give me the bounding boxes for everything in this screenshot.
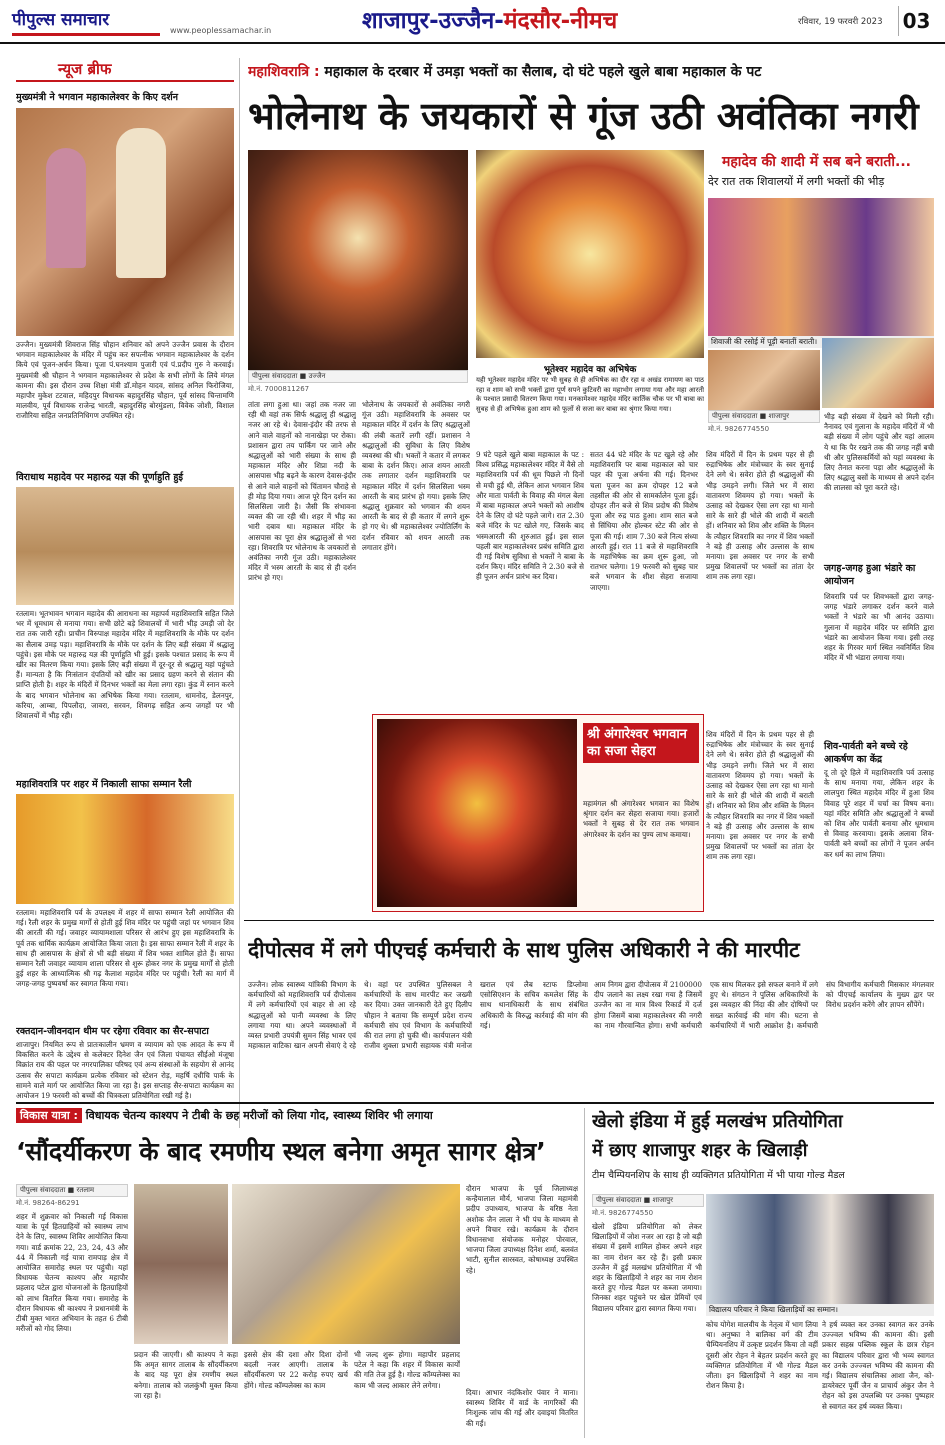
lead-kicker [248, 62, 934, 84]
vikas-body-3: दिया। आभार नंदकिशोर पंवार ने माना। स्वास्थ्य शिविर में वार्ड के नागरिकों की निःशुल्क जांच की गई और दवाइयां वितरित की गईं। [466, 1388, 578, 1428]
dipotsav-body: उज्जैन। लोक स्वास्थ्य यांत्रिकी विभाग के कर्मचारियों को महाशिवरात्रि पर्व दीपोत्सव में लगे कर्मचारियों एवं बाहर से आ रहे श्रद्धालुओं को पानी व्यवस्था के लिए लगाया गया था। अपने व्यवस्थाओं में व्यस्त प्रभारी उपयंत्री सुमन सिंह भावर एवं महाकाल वाटिका खान अपनी सेवाएं दे रहे थे। वहां पर उपस्थित पुलिसबल ने कर्मचारियों के साथ मारपीट कर जख्मी कर दिया। उक्त जानकारी देते हुए दिलीप चौहान ने बताया कि सम्पूर्ण प्रदेश राज्य कर्मचारी संघ एवं विभाग के कर्मचारियों की रात लगा हो चुकी थी। कार्यपालन यंत्री राजीव शुक्ला प्रभारी सहायक यंत्री मनोज खराल एवं लैब स्टाफ डिप्लोमा एसोसिएशन के सचिव कमलेश सिंह के साथ थानाधिकारी के साथ संबंधित अधिकारी के विरुद्ध कार्रवाई की मांग की गई। [248, 980, 588, 1051]
lead-headline[interactable]: भोलेनाथ के जयकारों से गूंज उठी अवंतिका नगरी [248, 94, 919, 138]
news-brief-tag [16, 58, 234, 82]
lead-col-5: शिव मंदिरों में दिन के प्रथम पहर से ही रुद्राभिषेक और मंत्रोच्चार के स्वर सुनाई देने लगे थे। सवेरा होते ही श्रद्धालुओं की भीड़ उमड़ने लगी। जिले भर में सारा वातावरण शिवमय हो गया। भक्तों के उत्साह को देखकर ऐसा लग रहा था मानो सारे के सारे ही भोले की शादी में बराती हों। शनिवार को शिव और शक्ति के मिलन के त्यौहार शिवरात्रि का नगर में शिव भक्तों ने बड़े ही उत्साह और उल्लास के साथ मनाया। इस अवसर पर नगर के सभी प्रमुख शिवालयों पर भक्तों का तांता देर शाम तक लगा रहा। [706, 450, 814, 582]
vikas-kicker-label: विकास यात्रा : [16, 1108, 82, 1123]
vikas-credit [16, 1184, 128, 1208]
right-sub-1[interactable]: जगह-जगह हुआ भंडारे का आयोजन [824, 563, 916, 587]
vikas-headline[interactable]: ‘सौंदर्यीकरण के बाद रमणीय स्थल बनेगा अमृत सागर क्षेत्र’ [16, 1137, 546, 1166]
right-body-3: दू तो दूरे हिले में महाशिवरात्रि पर्व उत्साह के साथ मनाया गया, लेकिन शहर के लालपुरा स्थित महादेव मंदिर में हुआ शिव विवाह पूरे शहर में चर्चा का विषय बना। यहां मंदिर समिति और श्रद्धालुओं ने बच्चों को शिव और पार्वती बनाया और धूमधाम से विवाह करवाया। इसके अलावा शिव-पार्वती बने बच्चों का लोगों ने पूजन अर्चन कर धर्म का लाभ लिया। [824, 768, 934, 859]
wedding-caption: शिवाजी की रसोई में पूड़ी बनातीं बराती। [708, 336, 934, 348]
shiva-pooja-photo [708, 350, 820, 410]
khelo-credit [592, 1194, 704, 1218]
lead-col-3: 9 घंटे पहले खुले बाबा महाकाल के पट : विश्व प्रसिद्ध महाकालेश्वर मंदिर में वैसे तो महाशिवरात्रि पर्व की धूम पिछले नौ दिनों से मची हुई थी, लेकिन आज भगवान शिव और माता पार्वती के विवाह की मंगल बेला में बाबा महाकाल अपने भक्तों को आशीष देने के लिए दो घंटे पहले जागे। रात 2.30 बजे मंदिर के पट खोले गए, जिसके बाद भस्मआरती की शुरुआत हुई। इस साल पहली बार महाकालेश्वर प्रबंध समिति द्वारा दी गई विशेष सुविधा से भक्तों ने बाबा के दर्शन किए। मंदिर समिति ने 2.30 बजे से ही पूजन अर्चन प्रारंभ कर दिया। [476, 450, 584, 582]
khelo-credit-mobile: मो.नं. 9826774550 [592, 1209, 654, 1217]
lead-col-4: सतत 44 घंटे मंदिर के पट खुले रहे और महाशिवरात्रि पर बाबा महाकाल को चार पहर की पूजा अर्चना की गई। दिनभर चला पूजन का क्रम दोपहर 12 बजे तहसील की ओर से सामर्कालेन पूजा हुई। दोपहर तीन बजे से शिव प्रदोष की विशेष पूजा और रुद्र पाठ हुआ। शाम सात बजे से सिंधिया और होल्कर स्टेट की ओर से पूजा की गई। शाम 7.30 बजे नित्य संध्या आरती हुई। रात 11 बजे से महाशिवरात्रि के महाभिषेक का क्रम शुरू हुआ, जो रातभर चलेगा। 19 फरवरी को सुबह चार बजे भगवान के शीश सेहरा सजाया जाएगा। [590, 450, 698, 592]
vikas-caption-1: प्रदान की जाएगी। श्री काश्यप ने कहा कि अमृत सागर तालाब के सौंदर्यीकरण के बाद यह पूरा क्षेत्र रमणीय स्थल बनेगा। तालाब को जलकुंभी मुक्त किया जा रहा है। [134, 1350, 238, 1400]
right-headline[interactable]: महादेव की शादी में सब बने बराती... [722, 154, 911, 170]
column-divider [584, 1108, 585, 1438]
khelo-headline-1[interactable]: खेलो इंडिया में हुई मलखंभ प्रतियोगिता [592, 1111, 843, 1132]
masthead-logo[interactable] [12, 6, 160, 36]
lead-photo-credit [248, 370, 468, 398]
lead-col-2: भोलेनाथ के जयकारों से अवंतिका नगरी गूंज उठी। महाशिवरात्रि के अवसर पर महाकाल मंदिर में दर्शन के लिए श्रद्धालुओं की लंबी कतारें लगी रहीं। प्रशासन ने श्रद्धालुओं की सुविधा के लिए विशेष व्यवस्था की थी। भक्तों ने कतार में लगकर बाबा के दर्शन किए। आज शयन आरती तक लगातार दर्शन महाशिवरात्रि पर महाकाल मंदिर में दर्शन सिलसिला भस्म आरती के बाद प्रारंभ हो गया। इसके लिए श्रद्धालु शुक्रवार को भगवान की शयन आरती के बाद से ही कतार में लगने शुरू हो गए थे। श्री महाकालेश्वर ज्योतिर्लिंग के दर्शन रविवार को शयन आरती तक लगातार होंगे। [362, 400, 470, 552]
angareshwar-body: महामंगल श्री अंगारेश्वर भगवान का विशेष श्रृंगार दर्शन कर सेहरा सजाया गया। हजारों भक्तों ने सुबह से देर रात तक भगवान अंगारेश्वर के दर्शन का पुण्य लाभ कमाया। [583, 799, 699, 839]
bhuteshwar-caption: भूतेश्वर महादेव का अभिषेक [543, 365, 637, 375]
edition-title [362, 4, 617, 38]
khelo-caption: विद्यालय परिवार ने किया खिलाड़ियों का सम्मान। [706, 1304, 934, 1316]
brief-item-1-title[interactable]: मुख्यमंत्री ने भगवान महाकालेश्वर के किए दर्शन [16, 92, 178, 103]
dipotsav-headline[interactable]: दीपोत्सव में लगे पीएचई कर्मचारी के साथ पुलिस अधिकारी ने की मारपीट [248, 938, 800, 962]
khelo-body-1: खेलो इंडिया प्रतियोगिता को लेकर खिलाड़ियों में जोश नजर आ रहा है जो बड़ी संख्या में इसमें शामिल होकर अपने शहर का नाम रोशन कर रहे हैं। इसी प्रकार उज्जैन में हुई मलखंभ प्रतियोगिता में भी शहर के खिलाड़ियों ने शहर का नाम रोशन करते हुए गोल्ड मैडल पर कब्जा जमाया। जिनका शहर पहुंचने पर खेल प्रेमियों एवं विद्यालय परिवार द्वारा स्वागत किया गया। [592, 1222, 702, 1313]
vikas-caption-3: भी जल्द शुरू होगा। महापौर प्रहलाद पटेल ने कहा कि शहर में विकास कार्यों की गति तेज हुई है। गोल्ड कॉम्पलेक्स का काम भी जल्द आकार लेने लगेगा। [354, 1350, 460, 1390]
page-number: 03 [898, 6, 934, 36]
angareshwar-title[interactable]: श्री अंगारेश्वर भगवान का सजा सेहरा [583, 723, 699, 763]
right-credit [708, 410, 820, 434]
column-divider [239, 58, 240, 1128]
vikas-kicker-text: विधायक चेतन्य काश्यप ने टीबी के छह मरीजों को लिया गोद, स्वास्थ्य शिविर भी लगाया [85, 1109, 433, 1122]
lead-kicker-label: महाशिवरात्रि : [248, 64, 320, 80]
bhuteshwar-flower-photo [476, 150, 704, 358]
photo-figure [46, 148, 86, 268]
brief-item-4-title[interactable]: रक्तदान-जीवनदान थीम पर रहेगा रविवार का सैर-सपाटा [16, 1026, 209, 1037]
right-credit-text: पीपुल्स संवाददाता ■ शाजापुर [708, 410, 820, 423]
rudra-yagya-photo [16, 487, 234, 605]
brief-item-2-title[interactable]: विराधाथ महादेव पर महारुद्र यज्ञ की पूर्णाहुति हुई [16, 472, 184, 483]
right-subhead: देर रात तक शिवालयों में लगी भक्तों की भीड़ [708, 175, 885, 188]
vikas-caption-2: इससे क्षेत्र की दशा और दिशा दोनों बदली नजर आएगी। तालाब के सौंदर्यीकरण पर 22 करोड़ रुपए खर्च होंगे। गोल्ड कॉम्पलेक्स का काम [244, 1350, 348, 1390]
photo-figure [116, 128, 166, 278]
khelo-headline-2[interactable]: में छाए शाजापुर शहर के खिलाड़ी [592, 1140, 808, 1161]
brief-item-3-title[interactable]: महाशिवरात्रि पर शहर में निकाली साफा सम्मान रैली [16, 779, 192, 790]
angareshwar-photo [377, 719, 577, 907]
angareshwar-box [372, 714, 704, 912]
brief-item-3-body: रतलाम। महाशिवरात्रि पर्व के उपलक्ष्य में शहर में साफा सम्मान रैली आयोजित की गई। रैली शहर के प्रमुख मार्गों से होती हुई शिव मंदिर पर पहुंची जहां पर भगवान शिव की आरती की गई। जवाहर व्यायामशाला परिसर से आरंभ हुए इस महाशिवरात्रि के पूर्व तक धार्मिक कार्यक्रम आयोजित किया जाता है। इस साफा सम्मान रैली में शहर के साथ ही आसपास के क्षेत्रों से भी बड़ी संख्या में शिव भक्त शामिल होते हैं। साफा सम्मान रैली जवाहर व्यायाम शाला परिसर से शुरू होकर नगर के प्रमुख मार्गों से होती हुई शहर के आध्यात्मिक श्री गढ़ कैलाश महादेव मंदिर पर पहुंची। रैली का मार्ग में जगह-जगह पुष्पवर्षा कर स्वागत किया गया। [16, 908, 234, 989]
khelo-credit-text: पीपुल्स संवाददाता ■ शाजापुर [592, 1194, 704, 1207]
logo-text: पीपुल्स समाचार [12, 10, 110, 30]
brief-item-2-body: रतलाम। भूतभावन भगवान महादेव की आराधना का महापर्व महाशिवरात्रि सहित जिले भर में धूमधाम से मनाया गया। सभी छोटे बड़े शिवालयों में भारी भीड़ उमड़ी जो देर रात तक जारी रही। प्राचीन विरुपाक्ष महादेव मंदिर में महाशिवरात्रि के मौके पर दर्शन का सैलाब उमड़ पड़ा। महाशिवरात्रि के मौके पर दर्शन के लिए बड़ी संख्या में श्रद्धालु पहुंचे। इस मौके पर महारुद्र यज्ञ की पूर्णाहुति भी हुई। इसके पश्चात प्रसाद के रूप में खीर का वितरण किया गया। इसके लिए बड़ी संख्या में दूर-दूर से श्रद्धालु यहां पहुंचते हैं। मान्यता है कि निःसंतान दंपतियों को खीर का प्रसाद ग्रहण करने से संतान की प्राप्ति होती है। शहर के मंदिरों में दिनभर भक्तों का मेला लगा रहा। कुंड में स्नान करने के बाद भगवान भोलेनाथ का अभिषेक किया गया। रतलाम, धामनोद, डेलनपुर, करिया, आम्बा, पिपलौदा, जावरा, सरवन, शिवगढ़ सहित अन्य जगहों पर भी शिवालयों में भीड़ रही। [16, 609, 234, 721]
lead-kicker-text: महाकाल के दरबार में उमड़ा भक्तों का सैलाब, दो घंटे पहले खुले बाबा महाकाल के पट [324, 64, 762, 80]
section-rule [16, 1102, 934, 1104]
mahakal-idol-photo [248, 150, 468, 370]
wedding-photo [708, 198, 934, 336]
right-body-2: शिवरात्रि पर्व पर शिवभक्तों द्वारा जगह-जगह भंडारे लगाकर दर्शन करने वाले भक्तों ने भंडारे का भी आनंद उठाया। गुलाना में महादेव मंदिर पर समिति द्वारा भंडारे का आयोजन किया गया। इसी तरह शहर के गिरवर मार्ग स्थित नवनिर्मित शिव मंदिर में भी भंडारा लगाया गया। [824, 592, 934, 663]
edition-title-b: मंदसौर-नीमच [503, 8, 618, 34]
right-sub-2[interactable]: शिव-पार्वती बने बच्चे रहे आकर्षण का केंद्र [824, 741, 908, 765]
vikas-kicker [16, 1108, 580, 1126]
lead-col-1: तांता लगा हुआ था। जहां तक नजर जा रही थी वहां तक सिर्फ श्रद्धालु ही श्रद्धालु नजर आ रहे थे। देवास-इंदौर की तरफ से आने वाले वाहनों को नानाखेड़ा पर रोका। प्रशासन द्वारा तय पार्किंग पर जाने और श्रद्धालुओं को भारी संख्या के साथ ही महाकाल मंदिर और शिप्रा नदी के आसपास भीड़ बढ़ने के कारण देवास-इंदौर से आने वाले वाहनों को चिंतामन चौराहे से ही मोड़ दिया गया। आज पूरे दिन दर्शन का सिलसिला जारी है। जैसी कि संभावना व्यक्त की जा रही थी। शहर में भीड़ का भारी दबाव था। महाकाल मंदिर के आसपास का पूरा क्षेत्र श्रद्धालुओं से भरा रहा। शिवरात्रि पर भोलेनाथ के जयकारों से अवंतिका नगरी गूंज उठी। महाकालेश्वर मंदिर में भस्म आरती के बाद से ही दर्शन प्रारंभ हो गए। [248, 400, 356, 583]
vikas-credit-mobile: मो.नं. 98264-86291 [16, 1199, 80, 1207]
brief-item-1-body: उज्जैन। मुख्यमंत्री शिवराज सिंह चौहान शनिवार को अपने उज्जैन प्रवास के दौरान भगवान महाकालेश्वर के मंदिर में पहुंच कर सपत्नीक भगवान महाकालेश्वर के दर्शन किये एवं पूजन-अर्चन किया। पूजा पं.घनश्याम पुजारी एवं पं.प्रदीप गुरु ने करवाई। मुख्यमंत्री श्री चौहान ने भगवान महाकालेश्वर से प्रदेश के सभी लोगों के लिये मंगल कामना की। इस दौरान उच्च शिक्षा मंत्री डॉ.मोहन यादव, सांसद अनिल फिरोजिया, महापौर मुकेश टटवाल, महिदपुर विधायक बहादुरसिंह चौहान, पूर्व सांसद चिन्तामणि मालवीय, पूर्व विधायक राजेन्द्र भारती, बहादुरसिंह बोरमुंडला, विवेक जोशी, विशाल राजौरिया सहित जनप्रतिनिधिगण उपस्थित रहे। [16, 340, 234, 421]
lead-credit-text: पीपुल्स संवाददाता ■ उज्जैन [248, 370, 468, 383]
safa-rally-photo [16, 794, 234, 904]
edition-title-a: शाजापुर-उज्जैन- [362, 8, 504, 34]
khelo-photo [706, 1194, 934, 1304]
brief-item-4-body: शाजापुर। नियमित रूप से प्रातःकालीन भ्रमण व व्यायाम को एक आदत के रूप में विकसित करने के उद्देश्य से कलेक्टर दिनेश जैन एवं जिला पंचायत सीईओ मंजूषा विक्रांत राय की पहल पर नगरपालिका परिषद एवं अन्य संस्थाओं के सहयोग से आनंद उत्सव सैर सपाटा कार्यक्रम प्रत्येक रविवार को स्टेशन रोड़, महर्षि दधीचि पार्क के सामने वाले मार्ग पर आयोजित किया जा रहा है। इस सप्ताह सैर-सपाटा कार्यक्रम का आयोजन 19 फरवरी को बच्चों की चित्रकला प्रतियोगिता रखी गई है। [16, 1040, 234, 1101]
vikas-photo-2 [232, 1184, 460, 1344]
children-shiva-photo [822, 338, 934, 408]
cm-visit-photo [16, 108, 234, 336]
khelo-body-3: ने हर्ष व्यक्त कर उनका स्वागत कर उनके उज्ज्वल भविष्य की कामना की। इसी प्रकार सहस्र पब्लिक स्कूल के छात्र रोहन का विद्यालय परिवार द्वारा भी भव्य स्वागत कर उनके उज्ज्वल भविष्य की कामना की गई। विद्यालय संचालिका आशा जैन, को-डायरेक्टर पूर्वी जैन व प्राचार्य अंकुर जैन ने रोहन को इस उपलब्धि पर उनका पुष्पहार से स्वागत कर हर्ष व्यक्त किया। [822, 1320, 934, 1411]
vikas-photo-1 [134, 1184, 228, 1344]
right-body-1: भीड़ बड़ी संख्या में देखने को मिली रही। नैनावद एवं गुलाना के महादेव मंदिरों में भी बड़ी संख्या में लोग पहुंचे और यहां आलम ये था कि पैर रखने तक की जगह नहीं बची थी और पुलिसकर्मियों को यहां व्यवस्था के लिए तैनात करना पड़ा और श्रद्धालुओं के लिए श्रद्धालु बसों के माध्यम से अपने दर्शन की लालसा को पूरा करते रहे। [824, 412, 934, 493]
vikas-body-2: दौरान भाजपा के पूर्व जिलाध्यक्ष कन्हैयालाल मौर्य, भाजपा जिला महामंत्री प्रदीप उपाध्याय, भाजपा के वरिष्ठ नेता अशोक जैन लाला ने भी पंच के माध्यम से अपने विचार रखे। कार्यक्रम के दौरान विधानसभा संयोजक मनोहर पोरवाल, भाजपा जिला उपाध्यक्ष दिनेश शर्मा, बलवंत भाटी, सुनील सारस्वत, कोषाध्यक्ष उपस्थित रहे। [466, 1184, 578, 1275]
vikas-credit-text: पीपुल्स संवाददाता ■ रतलाम [16, 1184, 128, 1197]
lead-credit-mobile: मो.नं. 7000811267 [248, 385, 310, 393]
masthead-rule [0, 42, 945, 44]
news-brief-column [16, 58, 234, 1125]
dipotsav-body-2: आम निगम द्वारा दीपोत्सव में 2100000 दीप जलाने का लक्ष्य रखा गया है जिसमें उज्जैन का ना मात्र विश्व रिकार्ड में दर्ज होगा जिसमें बाबा महाकालेश्वर की नगरी का नाम गौरवान्वित होगा। सभी कर्मचारी एक साथ मिलकर इसे सफल बनाने में लगे हुए थे। संगठन ने पुलिस अधिकारियों के इस व्यवहार की निंदा की और दोषियों पर सख्त कार्रवाई की मांग की। घटना से कर्मचारियों में भारी आक्रोश है। कर्मचारी संघ विभागीय कर्मचारी मिसकार मंगलवार को पीएचई कार्यालय के मुख्य द्वार पर विरोध प्रदर्शन करेंगे और ज्ञापन सौंपेंगे। [594, 980, 934, 1030]
section-rule [244, 920, 934, 921]
masthead-url[interactable]: www.peoplessamachar.in [170, 26, 272, 35]
news-brief-tag-text: न्यूज ब्रीफ [58, 60, 112, 78]
bhuteshwar-subcaption: यही भूतेश्वर महादेव मंदिर पर भी सुबह से ही अभिषेक का दौर रहा व अखंड रामायण का पाठ रहा व शाम को सभी भक्तों द्वारा पूर्ण सपने कुटिवरी का महाभोग लगाया गया और महा आरती के पश्चात प्रसादी वितरण किया गया। मनकामेश्वर महादेव मंदिर कार्तिक चौक पर भी बाबा का सुबह से ही अभिषेक हुआ शाम को फूलों से सजा कर बाबा का श्रृंगार किया गया। [476, 376, 704, 413]
khelo-body-2: कोच योगेश मालवीय के नेतृत्व में भाग लिया था। अनुष्का ने बालिका वर्ग की टीम चैम्पियनशिप में उत्कृष्ट प्रदर्शन किया तो वहीं दूसरी ओर रोहन ने बेहतर प्रदर्शन करते हुए व्यक्तिगत प्रतियोगिता में भी गोल्ड मैडल जीता। इन खिलाड़ियों ने शहर का नाम रोशन किया है। [706, 1320, 818, 1391]
vikas-body-1: शहर में शुक्रवार को निकाली गई विकास यात्रा के पूर्व हितग्राहियों को स्वास्थ्य लाभ देने के लिए, स्वास्थ्य शिविर आयोजित किया गया। वार्ड क्रमांक 22, 23, 24, 43 और 44 में निकाली गई यात्रा रामपाड़ क्षेत्र में आयोजित समारोह स्थल पर पहुंची। यहां विधायक चेतन्य काश्यप और महापौर प्रहलाद पटेल द्वारा योजनाओं के हितग्राहियों को लाभ वितरित किया गया। समारोह के दौरान विधायक श्री काश्यप ने प्रधानमंत्री के टीबी मुक्त भारत अभियान के तहत 6 टीबी मरीजों को गोद लिया। [16, 1212, 128, 1334]
khelo-subhead: टीम चैम्पियनशिप के साथ ही व्यक्तिगत प्रतियोगिता में भी पाया गोल्ड मैडल [592, 1170, 845, 1181]
lead-col-5-cont: शिव मंदिरों में दिन के प्रथम पहर से ही रुद्राभिषेक और मंत्रोच्चार के स्वर सुनाई देने लगे थे। सवेरा होते ही श्रद्धालुओं की भीड़ उमड़ने लगी। जिले भर में सारा वातावरण शिवमय हो गया। भक्तों के उत्साह को देखकर ऐसा लग रहा था मानो सारे के सारे ही भोले की शादी में बराती हों। शनिवार को शिव और शक्ति के मिलन के त्यौहार शिवरात्रि का नगर में शिव भक्तों ने बड़े ही उत्साह और उल्लास के साथ मनाया। इस अवसर पर नगर के सभी प्रमुख शिवालयों पर भक्तों का तांता देर शाम तक लगा रहा। [706, 730, 814, 862]
right-credit-mobile: मो.नं. 9826774550 [708, 425, 770, 433]
masthead [0, 0, 945, 46]
masthead-date: रविवार, 19 फरवरी 2023 [798, 17, 883, 27]
